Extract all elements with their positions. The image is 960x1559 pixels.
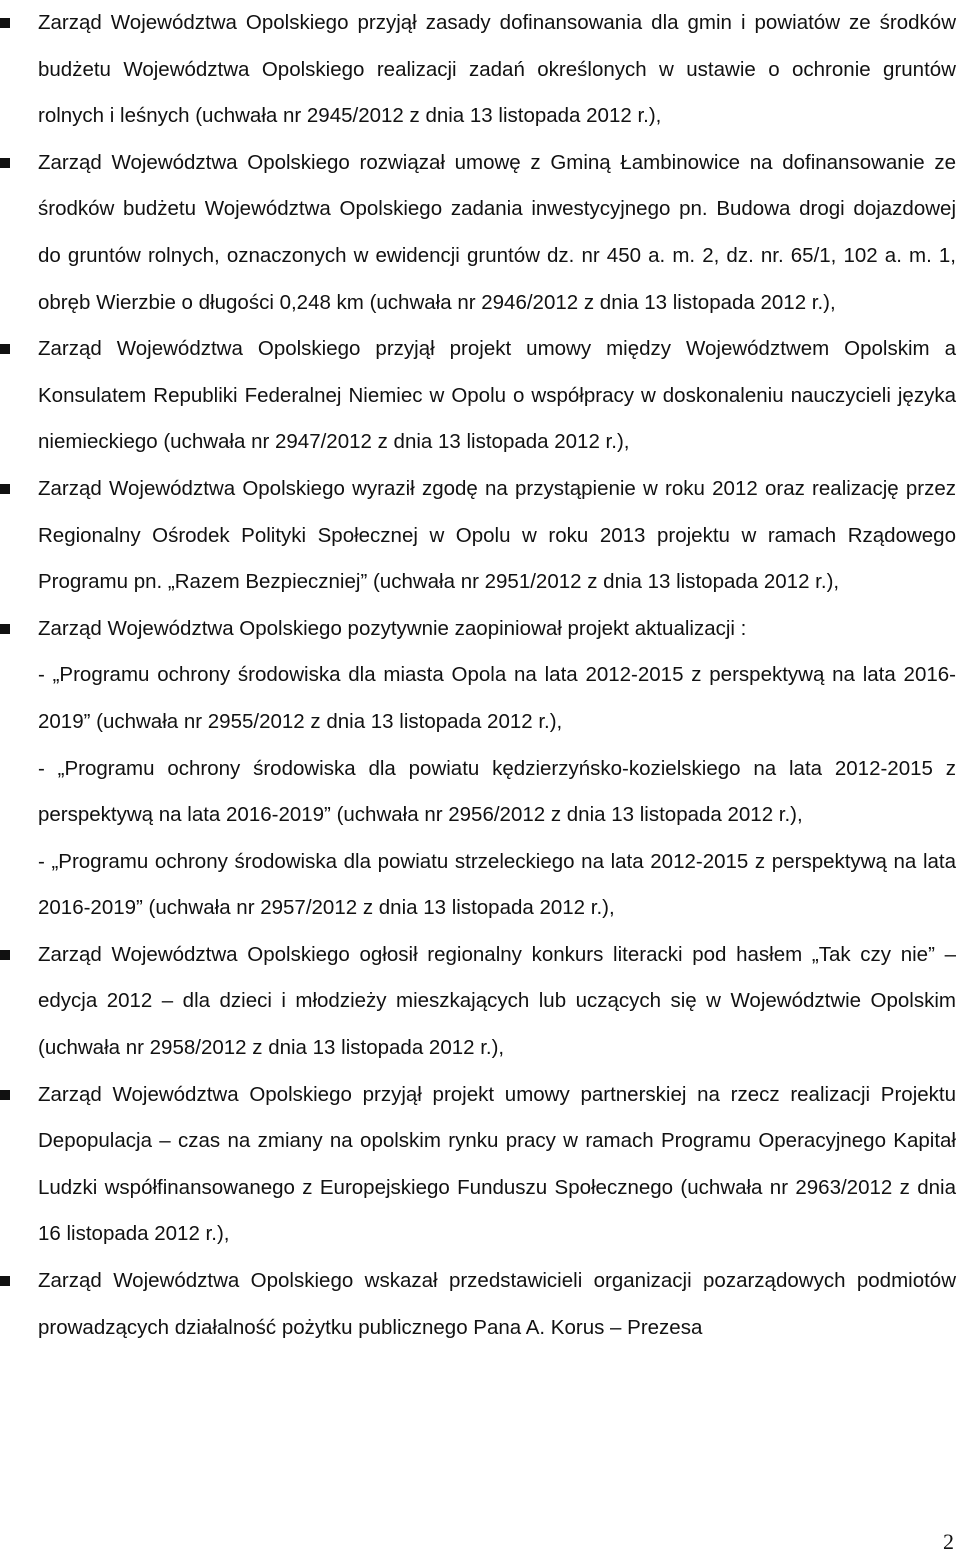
- list-item: [0, 466, 960, 606]
- list-item: [0, 1072, 960, 1258]
- sub-item-text: - „Programu ochrony środowiska dla powiatu kędzierzyńsko-kozielskiego na lata 2012-2015 z perspektywą na lata 2016-2019” (uchwała nr 2956/2012 z dnia 13 listopada 2012 r.),: [38, 756, 956, 827]
- list-item: [0, 140, 960, 326]
- square-bullet-icon: [0, 18, 10, 28]
- list-item: [0, 606, 960, 932]
- list-item: [0, 1258, 960, 1351]
- sub-item-text: - „Programu ochrony środowiska dla miasta Opola na lata 2012-2015 z perspektywą na lata 2016-2019” (uchwała nr 2955/2012 z dnia 13 listopada 2012 r.),: [38, 663, 956, 733]
- square-bullet-icon: [0, 484, 10, 494]
- page-number: 2: [943, 1529, 954, 1554]
- square-bullet-icon: [0, 158, 10, 168]
- list-item-text: Zarząd Województwa Opolskiego przyjął projekt umowy między Województwem Opolskim a Konsulatem Republiki Federalnej Niemiec w Opolu o współpracy w doskonaleniu nauczycieli języka niemieckiego (uchwała nr 2947/2012 z dnia 13 listopada 2012 r.),: [38, 337, 956, 454]
- sub-item-text: - „Programu ochrony środowiska dla powiatu strzeleckiego na lata 2012-2015 z perspektywą na lata 2016-2019” (uchwała nr 2957/2012 z dnia 13 listopada 2012 r.),: [38, 849, 956, 920]
- square-bullet-icon: [0, 344, 10, 354]
- list-item-text: Zarząd Województwa Opolskiego wskazał przedstawicieli organizacji pozarządowych podmiotów prowadzących działalność pożytku publicznego Pana A. Korus – Prezesa: [38, 1269, 956, 1339]
- square-bullet-icon: [0, 1090, 10, 1100]
- list-item-text: Zarząd Województwa Opolskiego ogłosił regionalny konkurs literacki pod hasłem „Tak czy nie” – edycja 2012 – dla dzieci i młodzieży mieszkających lub uczących się w Województwie Opolskim (uchwała nr 2958/2012 z dnia 13 listopada 2012 r.),: [38, 942, 956, 1060]
- square-bullet-icon: [0, 950, 10, 960]
- list-item-text: Zarząd Województwa Opolskiego pozytywnie zaopiniował projekt aktualizacji :: [38, 616, 747, 640]
- list-item: [0, 326, 960, 466]
- square-bullet-icon: [0, 1276, 10, 1286]
- list-item-text: Zarząd Województwa Opolskiego wyraził zgodę na przystąpienie w roku 2012 oraz realizację przez Regionalny Ośrodek Polityki Społecznej w Opolu w roku 2013 projektu w ramach Rządowego Programu pn. „Razem Bezpieczniej” (uchwała nr 2951/2012 z dnia 13 listopada 2012 r.),: [38, 476, 956, 594]
- square-bullet-icon: [0, 624, 10, 634]
- list-item-text: Zarząd Województwa Opolskiego przyjął zasady dofinansowania dla gmin i powiatów ze środków budżetu Województwa Opolskiego realizacji zadań określonych w ustawie o ochronie gruntów rolnych i leśnych (uchwała nr 2945/2012 z dnia 13 listopada 2012 r.),: [38, 11, 956, 128]
- list-item: [0, 0, 960, 140]
- list-item-text: Zarząd Województwa Opolskiego rozwiązał umowę z Gminą Łambinowice na dofinansowanie ze środków budżetu Województwa Opolskiego zadania inwestycyjnego pn. Budowa drogi dojazdowej do gruntów rolnych, oznaczonych w ewidencji gruntów dz. nr 450 a. m. 2, dz. nr. 65/1, 102 a. m. 1, obręb Wierzbie o długości 0,248 km (uchwała nr 2946/2012 z dnia 13 listopada 2012 r.),: [38, 150, 956, 314]
- list-item-text: Zarząd Województwa Opolskiego przyjął projekt umowy partnerskiej na rzecz realizacji Projektu Depopulacja – czas na zmiany na opolskim rynku pracy w ramach Programu Operacyjnego Kapitał Ludzki współfinansowanego z Europejskiego Funduszu Społecznego (uchwała nr 2963/2012 z dnia 16 listopada 2012 r.),: [38, 1082, 956, 1246]
- list-item: [0, 932, 960, 1072]
